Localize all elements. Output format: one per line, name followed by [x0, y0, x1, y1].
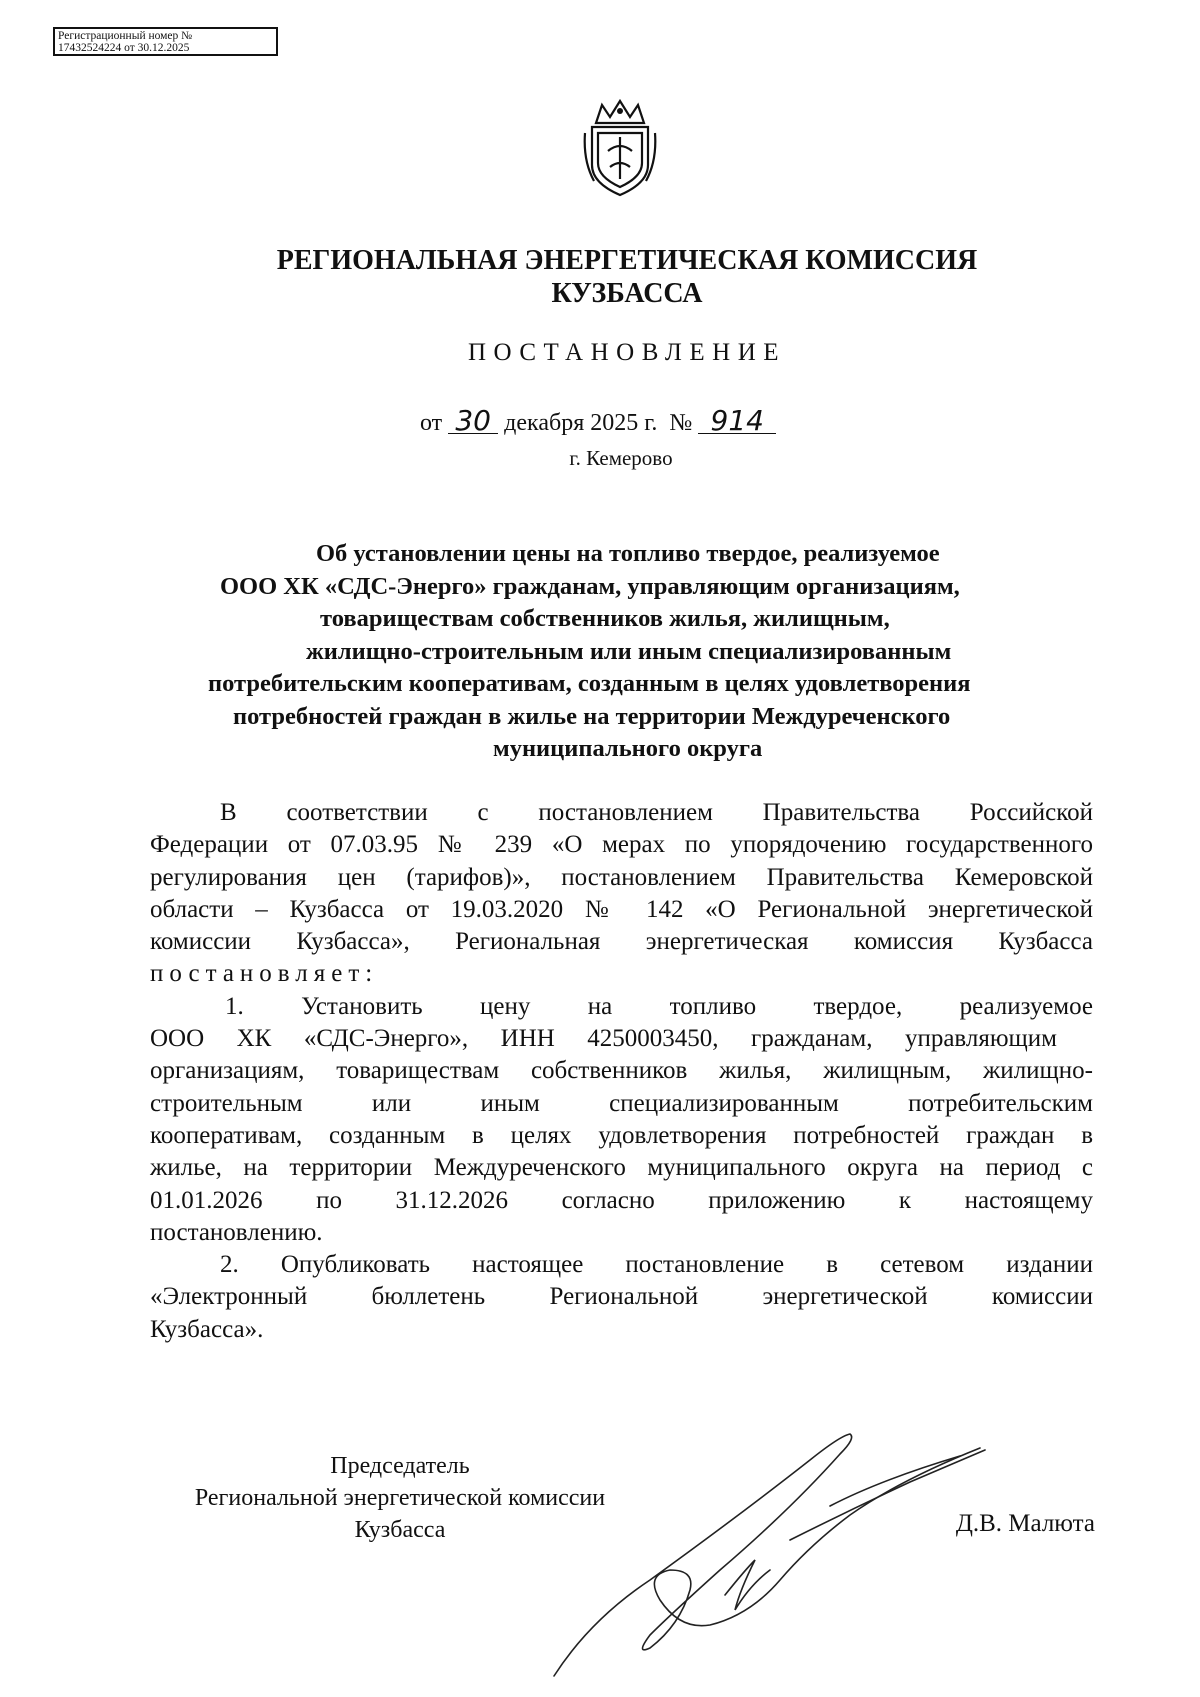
body-line: комиссии Кузбасса», Региональная энергетическая комиссия Кузбасса	[150, 928, 1093, 956]
subject-line: жилищно-строительным или иным специализированным	[306, 637, 952, 665]
date-prefix: от	[420, 410, 443, 436]
document-type: ПОСТАНОВЛЕНИЕ	[467, 339, 787, 366]
subject-line: Об установлении цены на топливо твердое, реализуемое	[316, 540, 940, 567]
registration-line-2: 17432524224 от 30.12.2025	[58, 42, 190, 54]
body-line: ООО ХК «СДС-Энерго», ИНН 4250003450, гражданам, управляющим	[150, 1025, 1057, 1053]
date-month-year: декабря 2025 г.	[504, 410, 658, 436]
body-line: постановлению.	[150, 1218, 323, 1246]
body-line: области – Кузбасса от 19.03.2020 № 142 «О Региональной энергетической	[150, 895, 1093, 923]
signatory-name: Д.В. Малюта	[955, 1510, 1095, 1537]
body-line: постановляет:	[150, 960, 379, 988]
body-line: «Электронный бюллетень Региональной энергетической комиссии	[150, 1283, 1093, 1311]
coat-of-arms-icon	[582, 97, 658, 199]
signatory-title-line-2: Региональной энергетической комиссии	[194, 1485, 606, 1511]
subject-line: товариществам собственников жилья, жилищным,	[320, 605, 890, 632]
city: г. Кемерово	[569, 446, 673, 470]
signatory-title-line-1: Председатель	[330, 1453, 470, 1479]
body-line: строительным или иным специализированным потребительским	[150, 1089, 1093, 1117]
subject-line: ООО ХК «СДС-Энерго» гражданам, управляющим организациям,	[220, 572, 960, 600]
document-number: 914	[698, 409, 776, 434]
body-line: Кузбасса».	[150, 1315, 264, 1343]
organization-line-2: КУЗБАССА	[551, 278, 703, 309]
subject-line: потребностей граждан в жилье на территории Междуреченского	[233, 702, 951, 730]
date-day: 30	[448, 409, 498, 434]
handwritten-signature-icon	[550, 1420, 1020, 1680]
body-line: жилье, на территории Междуреченского муниципального округа на период с	[150, 1154, 1093, 1182]
body-line: 1. Установить цену на топливо твердое, реализуемое	[225, 992, 1093, 1020]
body-line: организациям, товариществам собственников жилья, жилищным, жилищно-	[150, 1057, 1093, 1085]
document-subject	[196, 538, 1096, 766]
body-line: 2. Опубликовать настоящее постановление в сетевом издании	[220, 1251, 1093, 1279]
subject-line: муниципального округа	[493, 735, 763, 762]
body-line: Федерации от 07.03.95 № 239 «О мерах по упорядочению государственного	[150, 831, 1093, 859]
body-line: регулирования цен (тарифов)», постановлением Правительства Кемеровской	[150, 863, 1093, 891]
subject-line: потребительским кооперативам, созданным в целях удовлетворения	[208, 670, 971, 697]
body-line: 01.01.2026 по 31.12.2026 согласно приложению к настоящему	[150, 1186, 1093, 1214]
date-line	[420, 404, 776, 437]
document-body	[150, 797, 1093, 1346]
number-sign: №	[669, 410, 693, 436]
body-line: кооперативам, созданным в целях удовлетворения потребностей граждан в	[150, 1121, 1093, 1149]
signatory-title-line-3: Кузбасса	[354, 1517, 446, 1543]
registration-line-1: Регистрационный номер №	[58, 30, 193, 42]
body-line: В соответствии с постановлением Правительства Российской	[220, 799, 1093, 826]
organization-line-1: РЕГИОНАЛЬНАЯ ЭНЕРГЕТИЧЕСКАЯ КОМИССИЯ	[276, 245, 978, 276]
organization-title	[0, 244, 1200, 310]
registration-number-box	[53, 27, 278, 56]
